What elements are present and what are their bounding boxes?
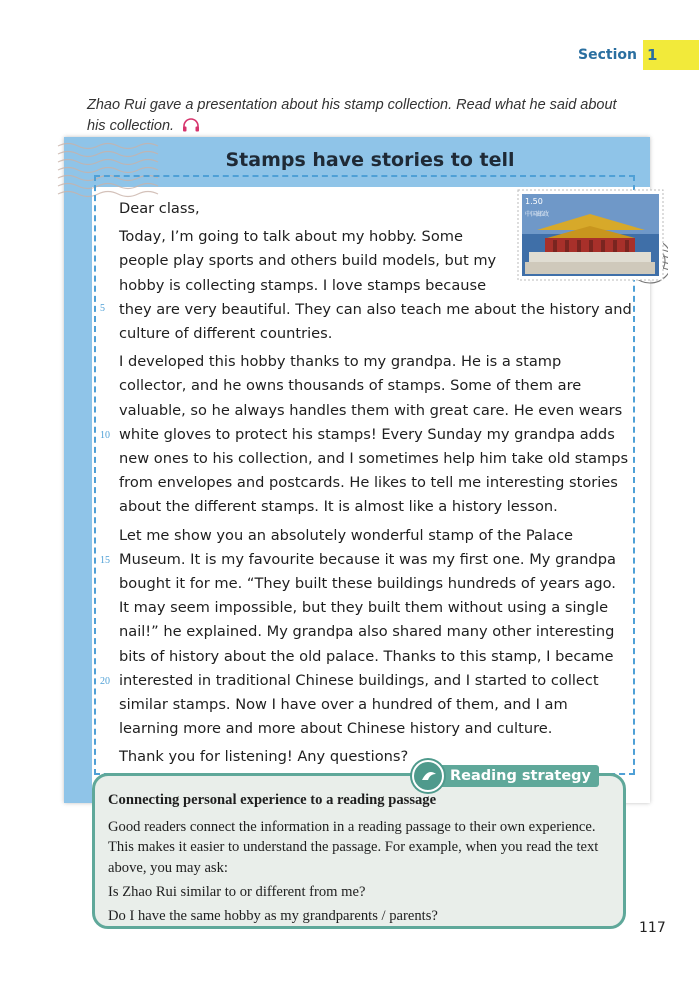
letter-paragraph-2: [119, 350, 629, 519]
text-line: from envelopes and postcards. He likes to tell me interesting stories: [119, 474, 618, 492]
text-line: collector, and he owns thousands of stamps. Some of them are: [119, 377, 582, 395]
line-number-10: 10: [100, 430, 110, 441]
letter-closing: Thank you for listening! Any questions?: [119, 748, 409, 766]
text-line: I developed this hobby thanks to my grandpa. He is a stamp: [119, 353, 562, 371]
text-line: they are very beautiful. They can also teach me about the history and: [119, 300, 632, 318]
text-line: bought it for me. “They built these buildings hundreds of years ago.: [119, 575, 616, 593]
passage-title: Stamps have stories to tell: [225, 149, 515, 171]
section-label: Section: [578, 47, 637, 63]
intro-text: Zhao Rui gave a presentation about his stamp collection. Read what he said about his collection.: [87, 97, 617, 134]
text-line: Let me show you an absolutely wonderful stamp of the Palace: [119, 526, 573, 544]
stamp-value: 1.50: [525, 197, 543, 206]
reading-strategy-content: [108, 790, 616, 929]
text-line: learning more and more about Chinese history and culture.: [119, 720, 553, 738]
text-line: Museum. It is my favourite because it was my first one. My grandpa: [119, 550, 616, 568]
letter-paragraph-1: [119, 225, 632, 346]
line-number-15: 15: [100, 555, 110, 566]
strategy-paragraph: Good readers connect the information in a reading passage to their own experience. This makes it easier to understand the passage. For example, when you read the text above, you may ask:: [108, 818, 599, 876]
reading-strategy-tab: [412, 764, 599, 788]
text-line: valuable, so he always handles them with great care. He even wears: [119, 401, 623, 419]
text-line: culture of different countries.: [119, 325, 333, 343]
letter-greeting: Dear class,: [119, 200, 200, 217]
text-line: nail!” he explained. My grandpa also shared many other interesting: [119, 623, 615, 641]
strategy-question-2: Do I have the same hobby as my grandparents / parents?: [108, 907, 438, 924]
text-line: bits of history about the old palace. Thanks to this stamp, I became: [119, 647, 614, 665]
strategy-heading: Connecting personal experience to a reading passage: [108, 792, 437, 808]
section-number: 1: [643, 40, 699, 70]
text-line: about the different stamps. It is almost like a history lesson.: [119, 498, 558, 516]
reading-strategy-icon: [412, 760, 444, 792]
reading-strategy-label: Reading strategy: [438, 765, 599, 787]
text-line: new ones to his collection, and I sometimes help him take old stamps: [119, 450, 629, 468]
line-number-5: 5: [100, 303, 105, 314]
text-line: white gloves to protect his stamps! Every Sunday my grandpa adds: [119, 425, 615, 443]
text-line: It may seem impossible, but they built them without using a single: [119, 599, 609, 617]
stamp-country: 中国邮政: [525, 211, 550, 218]
text-line: similar stamps. Now I have over a hundred of them, and I am: [119, 696, 568, 714]
letter-body: [119, 197, 632, 774]
letter-paragraph-3: [119, 524, 624, 742]
text-line: hobby is collecting stamps. I love stamps because: [119, 276, 487, 294]
text-line: people play sports and others build models, but my: [119, 252, 497, 270]
wave-postmark-icon: [0, 0, 699, 220]
line-number-20: 20: [100, 676, 110, 687]
strategy-question-1: Is Zhao Rui similar to or different from me?: [108, 884, 366, 900]
text-line: Today, I’m going to talk about my hobby. Some: [119, 228, 463, 246]
text-line: interested in traditional Chinese buildings, and I started to collect: [119, 671, 599, 689]
card-side-band: [64, 187, 92, 803]
page-number: 117: [639, 920, 666, 936]
